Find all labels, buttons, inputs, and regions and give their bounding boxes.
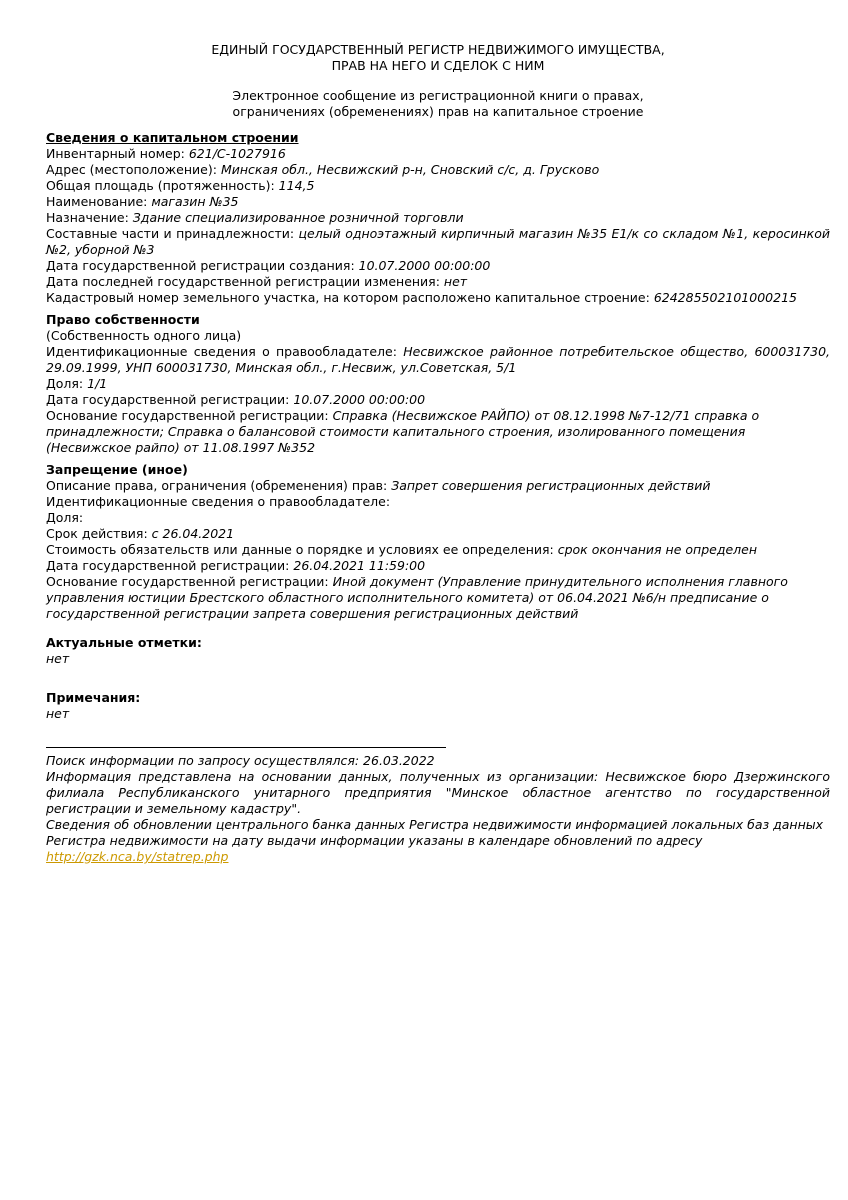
- field-label: Дата государственной регистрации:: [46, 392, 290, 407]
- field-share: [46, 376, 830, 392]
- field-value: целый одноэтажный кирпичный магазин №35 Е1/к со складом №1, керосинкой №2, уборной №3: [46, 226, 830, 257]
- field-address: [46, 162, 830, 178]
- actual-marks-value: нет: [46, 651, 70, 666]
- field-reg-basis: [46, 408, 830, 456]
- section-ownership-right: [46, 312, 830, 456]
- field-label: Доля:: [46, 376, 84, 391]
- footer-search-date: 26.03.2022: [363, 753, 435, 768]
- field-label: Назначение:: [46, 210, 129, 225]
- section-prohibition-title: Запрещение (иное): [46, 462, 188, 477]
- document-subtitle-line2: ограничениях (обременениях) прав на капитальное строение: [232, 104, 644, 119]
- field-label: Инвентарный номер:: [46, 146, 185, 161]
- field-creation-reg-date: [46, 258, 830, 274]
- field-right-holder-info: [46, 494, 830, 510]
- field-value: срок окончания не определен: [557, 542, 758, 557]
- field-reg-basis: [46, 574, 830, 622]
- field-value: 624285502101000215: [653, 290, 797, 305]
- footer-search-line: [46, 753, 830, 769]
- footer-divider-line: [46, 747, 446, 748]
- field-land-cadastral-number: [46, 290, 830, 306]
- field-value: 621/С-1027916: [188, 146, 286, 161]
- field-label: Дата последней государственной регистрации изменения:: [46, 274, 440, 289]
- field-value: нет: [443, 274, 468, 289]
- field-label: Дата государственной регистрации создания:: [46, 258, 355, 273]
- footer-update-text: Сведения об обновлении центрального банка данных Регистра недвижимости информацией локальных баз данных Регистра недвижимости на дату выдачи информации указаны в календаре обновлений по адресу: [46, 817, 824, 848]
- field-value: Минская обл., Несвижский р-н, Сновский с/с, д. Грусково: [220, 162, 600, 177]
- field-last-change-reg-date: [46, 274, 830, 290]
- field-label: Составные части и принадлежности:: [46, 226, 295, 241]
- field-value: 10.07.2000 00:00:00: [293, 392, 426, 407]
- field-label: Дата государственной регистрации:: [46, 558, 290, 573]
- field-label: Наименование:: [46, 194, 148, 209]
- ownership-type-note: (Собственность одного лица): [46, 328, 242, 343]
- section-notes-title: Примечания:: [46, 690, 141, 705]
- field-purpose: [46, 210, 830, 226]
- field-name: [46, 194, 830, 210]
- document-footer: [46, 747, 830, 865]
- field-value: Иной документ (Управление принудительного исполнения главного управления юстиции Брестского областного исполнительного комитета) от 06.04.2021 №6/н предписание о государственной регистрации запрета совершения регистрационных действий: [46, 574, 788, 621]
- field-label: Адрес (местоположение):: [46, 162, 217, 177]
- field-value: магазин №35: [151, 194, 239, 209]
- section-actual-marks: [46, 635, 830, 667]
- field-validity-period: [46, 526, 830, 542]
- field-label: Идентификационные сведения о правообладателе:: [46, 344, 397, 359]
- document-subtitle-line1: Электронное сообщение из регистрационной книги о правах,: [232, 88, 644, 103]
- field-label: Кадастровый номер земельного участка, на котором расположено капитальное строение:: [46, 290, 650, 305]
- field-value: 114,5: [278, 178, 315, 193]
- section-actual-marks-title: Актуальные отметки:: [46, 635, 202, 650]
- footer-search-label: Поиск информации по запросу осуществлялся:: [46, 753, 360, 768]
- field-label: Стоимость обязательств или данные о порядке и условиях ее определения:: [46, 542, 554, 557]
- field-label: Срок действия:: [46, 526, 148, 541]
- field-label: Основание государственной регистрации:: [46, 574, 329, 589]
- field-value: Справка (Несвижское РАЙПО) от 08.12.1998 №7-12/71 справка о принадлежности; Справка о балансовой стоимости капитального строения, изолированного помещения (Несвижское райпо) от 11.08.1997 №352: [46, 408, 760, 455]
- document-title: [46, 42, 830, 74]
- field-right-description: [46, 478, 830, 494]
- section-prohibition: [46, 462, 830, 622]
- section-building-info: [46, 130, 830, 306]
- field-value: Здание специализированное розничной торговли: [132, 210, 464, 225]
- field-label: Общая площадь (протяженность):: [46, 178, 275, 193]
- section-notes: [46, 690, 830, 722]
- field-share: [46, 510, 830, 526]
- footer-source-text: Информация представлена на основании данных, полученных из организации: Несвижское бюро Дзержинского филиала Республиканского унитарного предприятия "Минское областное агентство по государственной регистрации и земельному кадастру".: [46, 769, 830, 816]
- field-value: 1/1: [87, 376, 108, 391]
- document-subtitle: [46, 88, 830, 120]
- field-label: Описание права, ограничения (обременения) прав:: [46, 478, 388, 493]
- field-obligation-cost: [46, 542, 830, 558]
- statrep-link[interactable]: http://gzk.nca.by/statrep.php: [46, 849, 229, 864]
- field-label: Доля:: [46, 510, 84, 525]
- field-value: 10.07.2000 00:00:00: [358, 258, 491, 273]
- field-value: Несвижское районное потребительское общество, 600031730, 29.09.1999, УНП 600031730, Минская обл., г.Несвиж, ул.Советская, 5/1: [46, 344, 830, 375]
- footer-link-line: [46, 849, 830, 865]
- field-total-area: [46, 178, 830, 194]
- field-right-holder-info: [46, 344, 830, 376]
- field-components: [46, 226, 830, 258]
- field-inventory-number: [46, 146, 830, 162]
- document-title-line2: ПРАВ НА НЕГО И СДЕЛОК С НИМ: [331, 58, 545, 73]
- section-ownership-title: Право собственности: [46, 312, 200, 327]
- notes-value: нет: [46, 706, 70, 721]
- field-value: Запрет совершения регистрационных действий: [391, 478, 711, 493]
- field-reg-date: [46, 558, 830, 574]
- field-label: Основание государственной регистрации:: [46, 408, 329, 423]
- document-title-line1: ЕДИНЫЙ ГОСУДАРСТВЕННЫЙ РЕГИСТР НЕДВИЖИМОГО ИМУЩЕСТВА,: [211, 42, 665, 57]
- field-reg-date: [46, 392, 830, 408]
- field-label: Идентификационные сведения о правообладателе:: [46, 494, 391, 509]
- section-building-title: Сведения о капитальном строении: [46, 130, 299, 145]
- field-value: с 26.04.2021: [151, 526, 235, 541]
- field-value: 26.04.2021 11:59:00: [293, 558, 426, 573]
